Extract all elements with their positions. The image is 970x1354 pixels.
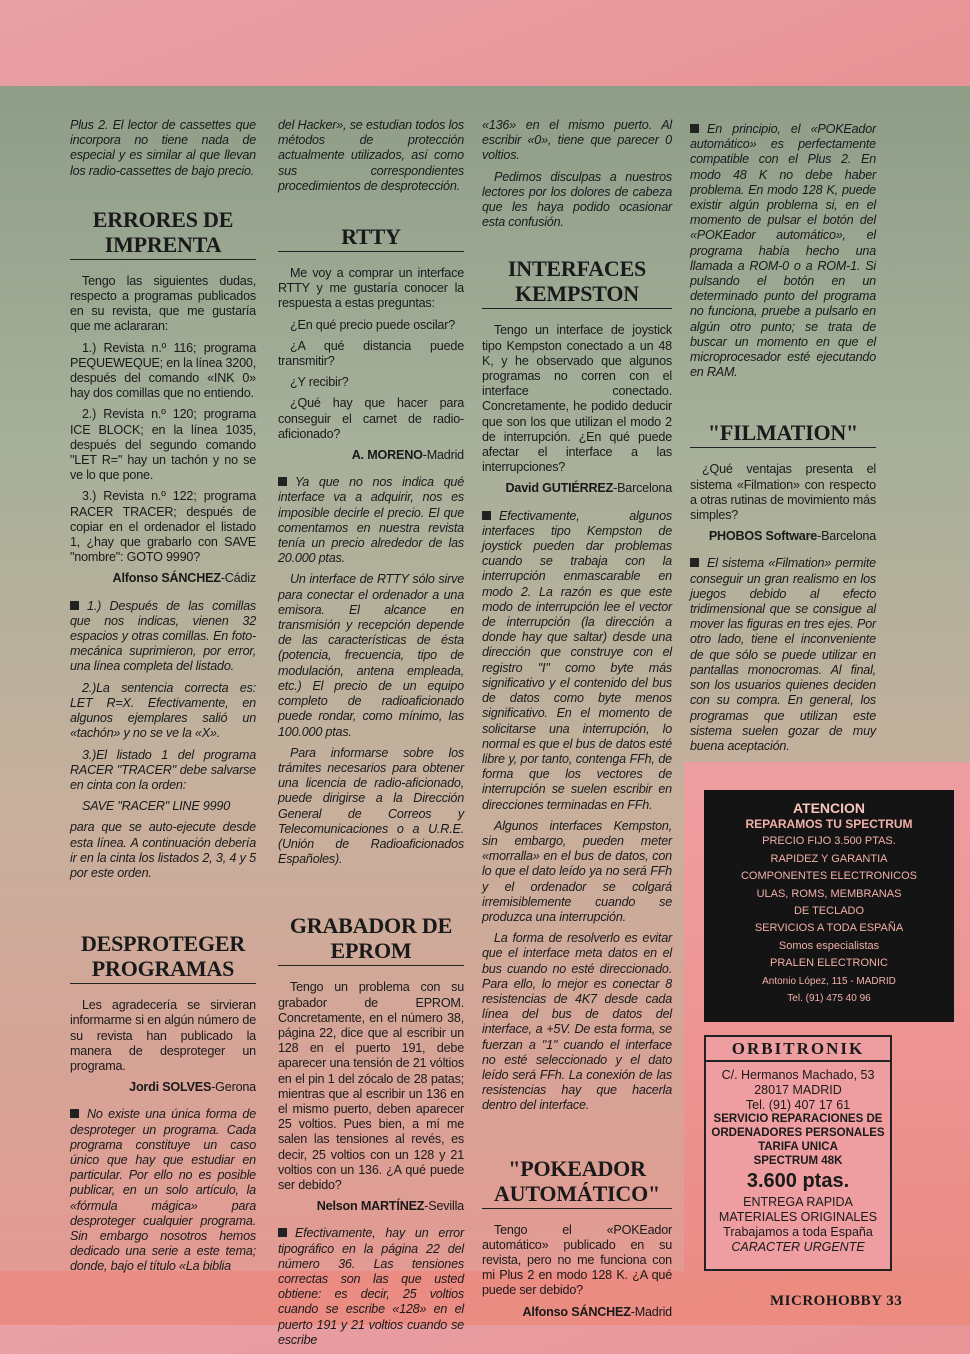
answer-text: Efectivamente, hay un error tipográfico en la página 22 del número 36. Las tensiones correctas son las que usted obtiene: es decir, 25 voltios cuando se escribe «128» en el puerto 191 y 21 voltios cuando se escribe: [278, 1226, 464, 1347]
answer-block: [690, 122, 876, 380]
ad-bold-line: ORDENADORES PERSONALES: [711, 1127, 885, 1140]
ad-line: PRECIO FIJO 3.500 PTAS.: [762, 835, 896, 848]
square-bullet-icon: [690, 558, 699, 567]
answer-para: [278, 475, 464, 566]
answer-block: [278, 475, 464, 867]
ad-address-line: C/. Hermanos Machado, 53: [721, 1068, 875, 1082]
answer-para: [70, 599, 256, 675]
heading-kempston: INTERFACES KEMPSTON: [482, 256, 672, 309]
column-3: [482, 118, 672, 1332]
ad-line: SERVICIOS A TODA ESPAÑA: [754, 922, 904, 935]
signature: [690, 529, 876, 544]
sig-city: -Madrid: [422, 448, 464, 463]
answer-block: [70, 599, 256, 881]
answer-para: [70, 1107, 256, 1274]
ad-title: ATENCION: [792, 800, 866, 816]
square-bullet-icon: [278, 1228, 287, 1237]
sig-name: Alfonso SÁNCHEZ: [522, 1304, 631, 1319]
column-4: [690, 122, 876, 760]
ad-line: REPARAMOS TU SPECTRUM: [745, 817, 913, 831]
heading-errores: ERRORES DE IMPRENTA: [70, 207, 256, 260]
signature: [278, 448, 464, 463]
heading-eprom: GRABADOR DE EPROM: [278, 913, 464, 966]
signature: [482, 1305, 672, 1320]
ad-line: ULAS, ROMS, MEMBRANAS: [756, 887, 902, 900]
answer-para: La forma de resolverlo es evitar que el interface meta datos en el bus cuando no esté direccionado. Para ello, lo mejor es conectar 8 resistencias de 4K7 desde cada línea del bus de datos del interface, a +5V. De esta forma, se fuerzan a "1" cuando el interface no esté seleccionado y el dato leído será FFh. La conexión de las resistencias hay que hacerla dentro del interface.: [482, 931, 672, 1113]
ad-address-line: Tel. (91) 407 17 61: [745, 1097, 851, 1112]
letter-para: Tengo las siguientes dudas, respecto a programas publicados en su revista, que me gustaría que me aclararan:: [70, 273, 256, 334]
sig-name: A. MORENO: [351, 448, 423, 463]
ad-price: 3.600 ptas.: [746, 1170, 850, 1193]
ad-line: Antonio López, 115 - MADRID: [762, 975, 896, 987]
answer-para: 2.)La sentencia correcta es: LET R=X. Efectivamente, en algunos ejemplares salió un «tachón» y no se ve la «X».: [70, 680, 256, 741]
letter-para: ¿En qué precio puede oscilar?: [290, 317, 456, 332]
ad-line: PRALEN ELECTRONIC: [770, 957, 888, 970]
answer-para: Un interface de RTTY sólo sirve para conectar el ordenador a una emisora. El alcance en transmisión y recepción depende de las características de ésta (potencia, frecuencia, tipo de modulación, antena empleada, etc.) El precio de un equipo completo de radioaficionado puede rondar, como mínimo, las 100.000 ptas.: [278, 572, 464, 739]
square-bullet-icon: [278, 477, 287, 486]
page-footer: MICROHOBBY 33: [770, 1293, 903, 1309]
letter-para: ¿Qué hay que hacer para conseguir el carnet de radio-aficionado?: [278, 396, 464, 441]
square-bullet-icon: [482, 511, 491, 520]
answer-para: [278, 1226, 464, 1348]
answer-text: Ya que no nos indica qué interface va a adquirir, nos es imposible decirle el precio. El que comentamos en nuestra revista tenía un precio alrededor de las 20.000 ptas.: [278, 475, 464, 566]
answer-block: [482, 509, 672, 1114]
ad-line: COMPONENTES ELECTRONICOS: [740, 870, 918, 883]
sig-city: -Cádiz: [220, 571, 256, 586]
sig-city: -Madrid: [630, 1304, 672, 1319]
square-bullet-icon: [690, 124, 699, 133]
letter-para: ¿A qué distancia puede transmitir?: [278, 338, 464, 369]
heading-pokeador: "POKEADOR AUTOMÁTICO": [482, 1156, 672, 1209]
letter-para: Me voy a comprar un interface RTTY y me gustaría conocer la respuesta a estas preguntas:: [278, 266, 464, 311]
letter-para: ¿Y recibir?: [290, 375, 349, 390]
ad-orbitronik: [704, 1035, 892, 1271]
answer-text: Efectivamente, algunos interfaces tipo Kempston de joystick pueden dar problemas cuando se trabaja con la interrupción enmascarable en modo 2. La razón es que este modo de interrupción lee el vector de interrupción (la dirección a donde hay que saltar) desde una dirección que construye con el registro "I" como byte más significativo y el contenido del bus de datos como byte menos significativo. En el momento de solicitarse una interrupción, lo normal es que el bus de datos esté libre y, por tanto, contenga FFh, de forma que los vectores de interrupción se suelen escribir en direcciones terminadas en FFh.: [482, 508, 672, 812]
square-bullet-icon: [70, 601, 79, 610]
letter-para: 2.) Revista n.º 120; programa ICE BLOCK; en la línea 1035, después del segundo comando "LET R=" hay un tachón y no se ve lo que pone.: [70, 407, 256, 483]
answer-block: [70, 1107, 256, 1274]
ad-line: DE TECLADO: [793, 905, 865, 918]
answer-text: El sistema «Filmation» permite conseguir un gran realismo en los juegos debido al efecto tridimensional que se consigue al mover las figuras en tres ejes. Por otro lado, tiene el inconveniente de que sólo se puede utilizar en pantallas monocromas. Al final, son los usuarios quienes deciden con su compra. En general, los programas que utilizan este sistema suelen gozar de muy buena aceptación.: [690, 556, 876, 753]
ad-bold-line: SERVICIO REPARACIONES DE: [713, 1113, 883, 1126]
ad-bold-line: SPECTRUM 48K: [753, 1155, 843, 1168]
intro-text: Pedimos disculpas a nuestros lectores por los dolores de cabeza que les haya podido ocasionar esta confusión.: [482, 169, 672, 230]
ad-bold-line: TARIFA UNICA: [758, 1141, 838, 1154]
letter-para: ¿Qué ventajas presenta el sistema «Filmation» con respecto a otras rutinas de movimiento más simples?: [690, 462, 876, 523]
sig-name: Jordi SOLVES: [129, 1080, 212, 1095]
answer-para: para que se auto-ejecute desde esta línea. A continuación debería ir en la cinta los listados 2, 3, 4 y 5 por este orden.: [70, 820, 256, 880]
letter-para: Tengo un interface de joystick tipo Kempston conectado a un 48 K, y he observado que algunos programas no corren con el interface conectado. Concretamente, he podido deducir que son los que utilizan el modo 2 de interrupción. ¿En qué puede afectar el interface a las interrupciones?: [482, 323, 672, 475]
intro-text: del Hacker», se estudian todos los métodos de protección actualmente utilizados, así como sus correspondientes procedimientos de desprotección.: [278, 118, 464, 193]
answer-block: [278, 1226, 464, 1348]
signature: [70, 1080, 256, 1095]
sig-city: -Sevilla: [424, 1199, 464, 1214]
ad-line: Tel. (91) 475 40 96: [787, 993, 871, 1005]
answer-para: 3.)El listado 1 del programa RACER "TRACER" debe salvarse en cinta con la orden:: [70, 747, 256, 792]
sig-city: -Barcelona: [613, 481, 672, 496]
ad-line: RAPIDEZ Y GARANTIA: [770, 852, 888, 865]
answer-para: SAVE "RACER" LINE 9990: [82, 799, 231, 814]
sig-name: PHOBOS Software: [708, 529, 818, 544]
intro-text: «136» en el mismo puerto. Al escribir «0», tiene que parecer 0 voltios.: [482, 118, 672, 163]
answer-para: [482, 509, 672, 813]
intro-text: Plus 2. El lector de cassettes que incorpora no tiene nada de especial y es similar al que llevan los radio-cassettes de bajo precio.: [70, 118, 256, 178]
letter-para: 1.) Revista n.º 116; programa PEQUEWEQUE; en la línea 3200, después del comando «INK 0» hay dos comillas que no entiendo.: [70, 340, 256, 401]
sig-name: David GUTIÉRREZ: [505, 481, 614, 496]
ad-urgent: CARACTER URGENTE: [731, 1239, 865, 1254]
ad-atencion: [704, 790, 954, 1022]
letter-para: 3.) Revista n.º 122; programa RACER TRACER; después de copiar en el ordenador el listado 1, ¿hay que grabarlo con SAVE "nombre": GOTO 9990?: [70, 489, 256, 565]
answer-para: Algunos interfaces Kempston, sin embargo, pueden meter «morralla» en el bus de datos, con lo que el dato leído ya no será FFh y el ordenador se colgará irremisiblemente cuando se produzca una interrupción.: [482, 818, 672, 924]
letter-para: Tengo un problema con su grabador de EPROM. Concretamente, en el número 38, página 22, dice que al escribir un 128 en el puerto 191, debe aparecer una tensión de 21 vóltios en el pin 1 del zócalo de 28 patas; mientras que al escribir un 136 en el mismo puerto, deben aparecer 25 voltios. Pues bien, a mí me salen las tensiones al revés, es decir, 25 voltios con un 128 y 21 voltios con un 136. ¿A qué puede ser debido?: [278, 980, 464, 1192]
sig-name: Nelson MARTÍNEZ: [316, 1199, 425, 1214]
sig-city: -Gerona: [211, 1080, 256, 1095]
heading-desproteger: DESPROTEGER PROGRAMAS: [70, 931, 256, 984]
sig-city: -Barcelona: [817, 529, 876, 544]
ad-bottom-line: MATERIALES ORIGINALES: [718, 1210, 878, 1225]
column-2: [278, 118, 464, 1354]
signature: [482, 481, 672, 496]
ad-address-line: 28017 MADRID: [754, 1082, 842, 1097]
letter-para: Les agradecería se sirvieran informarme si en algún número de su revista han publicado la manera de desproteger un programa.: [70, 998, 256, 1073]
ad-bottom-line: Trabajamos a toda España: [723, 1224, 873, 1239]
heading-rtty: RTTY: [278, 224, 464, 252]
answer-block: [690, 556, 876, 754]
answer-text: En principio, el «POKEador automático» es perfectamente compatible con el Plus 2. En modo 48 K no debe haber problema. En modo 128 K, puede existir algún problema si, en el momento de pulsar el botón del «POKEador automático», el programa había hecho una llamada a ROM-0 o a ROM-1. Si pulsando el botón en un determinado punto del programa no funciona, pruebe a pulsarlo en algún otro punto; se trata de buscar un momento en que el microprocesador esté ejecutando en RAM.: [690, 122, 876, 380]
signature: [278, 1199, 464, 1214]
sig-name: Alfonso SÁNCHEZ: [112, 571, 221, 586]
column-1: [70, 118, 256, 1281]
letter-para: Tengo el «POKEador automático» publicado en su revista, pero no me funciona con mi Plus 2 en modo 128 K. ¿A qué puede ser debido?: [482, 1222, 672, 1298]
square-bullet-icon: [70, 1109, 79, 1118]
ad-line: Somos especialistas: [778, 939, 880, 952]
ad-bottom-line: ENTREGA RAPIDA: [743, 1195, 853, 1210]
ad-brand: ORBITRONIK: [706, 1037, 890, 1062]
answer-text: 1.) Después de las comillas que nos indicas, vienen 32 espacios y otras comillas. En foto-mecánica suprimieron, por error, una línea completa del listado.: [70, 598, 256, 674]
answer-para: Para informarse sobre los trámites necesarios para obtener una licencia de radio-aficionado, puede dirigirse a la Dirección General de Correos y Telecomunicaciones o a U.R.E. (Unión de Radioaficionados Españoles).: [278, 745, 464, 867]
heading-filmation: "FILMATION": [690, 420, 876, 448]
answer-para: [690, 122, 876, 380]
answer-text: No existe una única forma de desproteger un programa. Cada programa constituye un caso único que hay que estudiar en particular. Por ello no es posible publicar, en un solo artículo, la «fórmula mágica» para desproteger cualquier programa. Sin embargo nosotros hemos dedicado una serie a este tema; donde, bajo el título «La biblia: [70, 1107, 256, 1274]
answer-para: [690, 556, 876, 754]
signature: [70, 571, 256, 586]
